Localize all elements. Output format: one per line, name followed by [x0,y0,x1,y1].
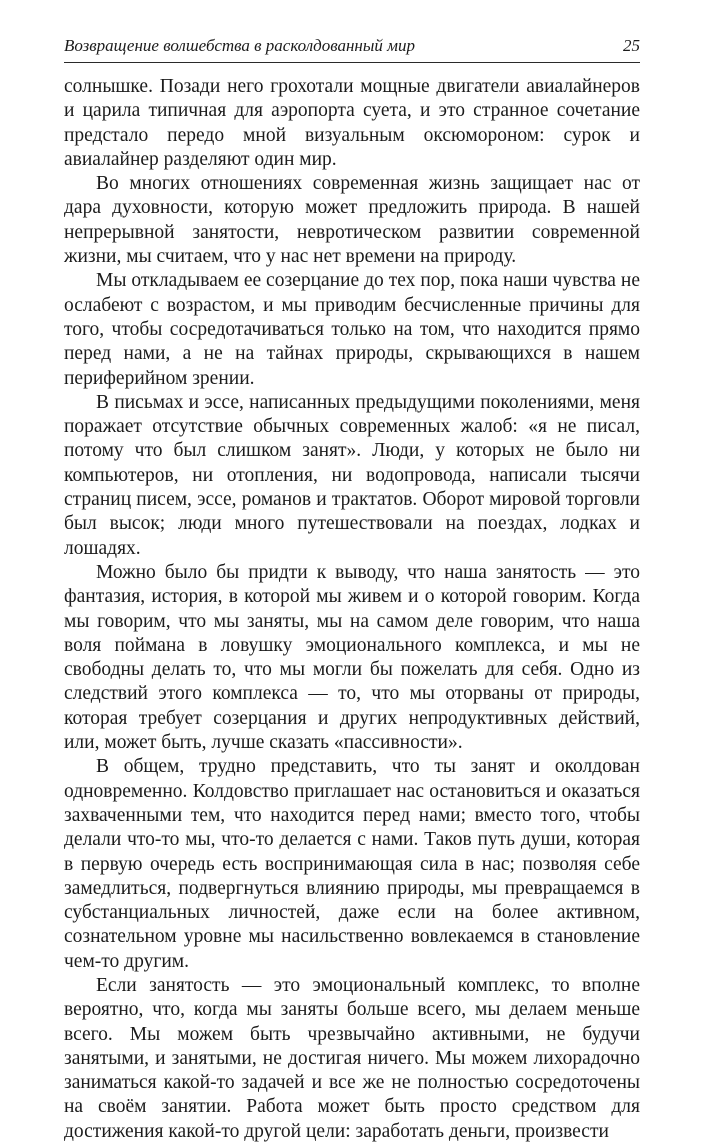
paragraph-continuation: солнышке. Позади него грохотали мощные двигатели авиалайнеров и царила типичная для аэропорта суета, и это странное сочетание предстало передо мной визуальным оксюмороном: сурок и авиалайнер разделяют один мир. [64,76,640,170]
paragraph: Можно было бы придти к выводу, что наша занятость — это фантазия, история, в которой мы живем и о которой говорим. Когда мы говорим, что мы заняты, мы на самом деле говорим, что наша воля поймана в ловушку эмоционального комплекса, и мы не свободны делать то, что мы могли бы пожелать для себя. Одно из следствий этого комплекса — то, что мы оторваны от природы, которая требует созерцания и других непродуктивных действий, или, может быть, лучше сказать «пассивности». [64,561,640,754]
body-text [64,75,640,1144]
page-number: 25 [623,36,640,55]
paragraph: Если занятость — это эмоциональный комплекс, то вполне вероятно, что, когда мы заняты больше всего, мы делаем меньше всего. Мы можем быть чрезвычайно активными, не будучи занятыми, и занятыми, не достигая ничего. Мы можем лихорадочно заниматься какой-то задачей и все же не полностью сосредоточены на своём занятии. Работа может быть просто средством для достижения какой-то другой цели: заработать деньги, произвести [64,974,640,1142]
running-header [64,36,640,64]
paragraph: В письмах и эссе, написанных предыдущими поколениями, меня поражает отсутствие обычных современных жалоб: «я не писал, потому что был слишком занят». Люди, у которых не было ни компьютеров, ни отопления, ни водопровода, написали тысячи страниц писем, эссе, романов и трактатов. Оборот мировой торговли был высок; люди много путешествовали на поездах, лодках и лошадях. [64,391,640,559]
paragraph: Во многих отношениях современная жизнь защищает нас от дара духовности, которую может предложить природа. В нашей непрерывной занятости, невротическом развитии современной жизни, мы считаем, что у нас нет времени на природу. [64,173,640,268]
paragraph: Мы откладываем ее созерцание до тех пор, пока наши чувства не ослабеют с возрастом, и мы приводим бесчисленные причины для того, чтобы сосредотачиваться только на том, что находится прямо перед нами, а не на тайнах природы, скрывающихся в нашем периферийном зрении. [64,270,640,389]
book-page [64,36,640,1144]
running-title: Возвращение волшебства в расколдованный мир [64,36,415,55]
header-rule [64,62,640,63]
paragraph: В общем, трудно представить, что ты занят и околдован одновременно. Колдовство приглашает нас остановиться и оказаться захваченными тем, что находится перед нами; вместо того, чтобы делали что-то мы, что-то делается с нами. Таков путь души, которая в первую очередь есть воспринимающая сила в нас; позволяя себе замедлиться, подвергнуться влиянию природы, мы превращаемся в субстанциальных личностей, даже если на более активном, сознательном уровне мы насильственно вовлекаемся в становление чем-то другим. [64,756,640,972]
